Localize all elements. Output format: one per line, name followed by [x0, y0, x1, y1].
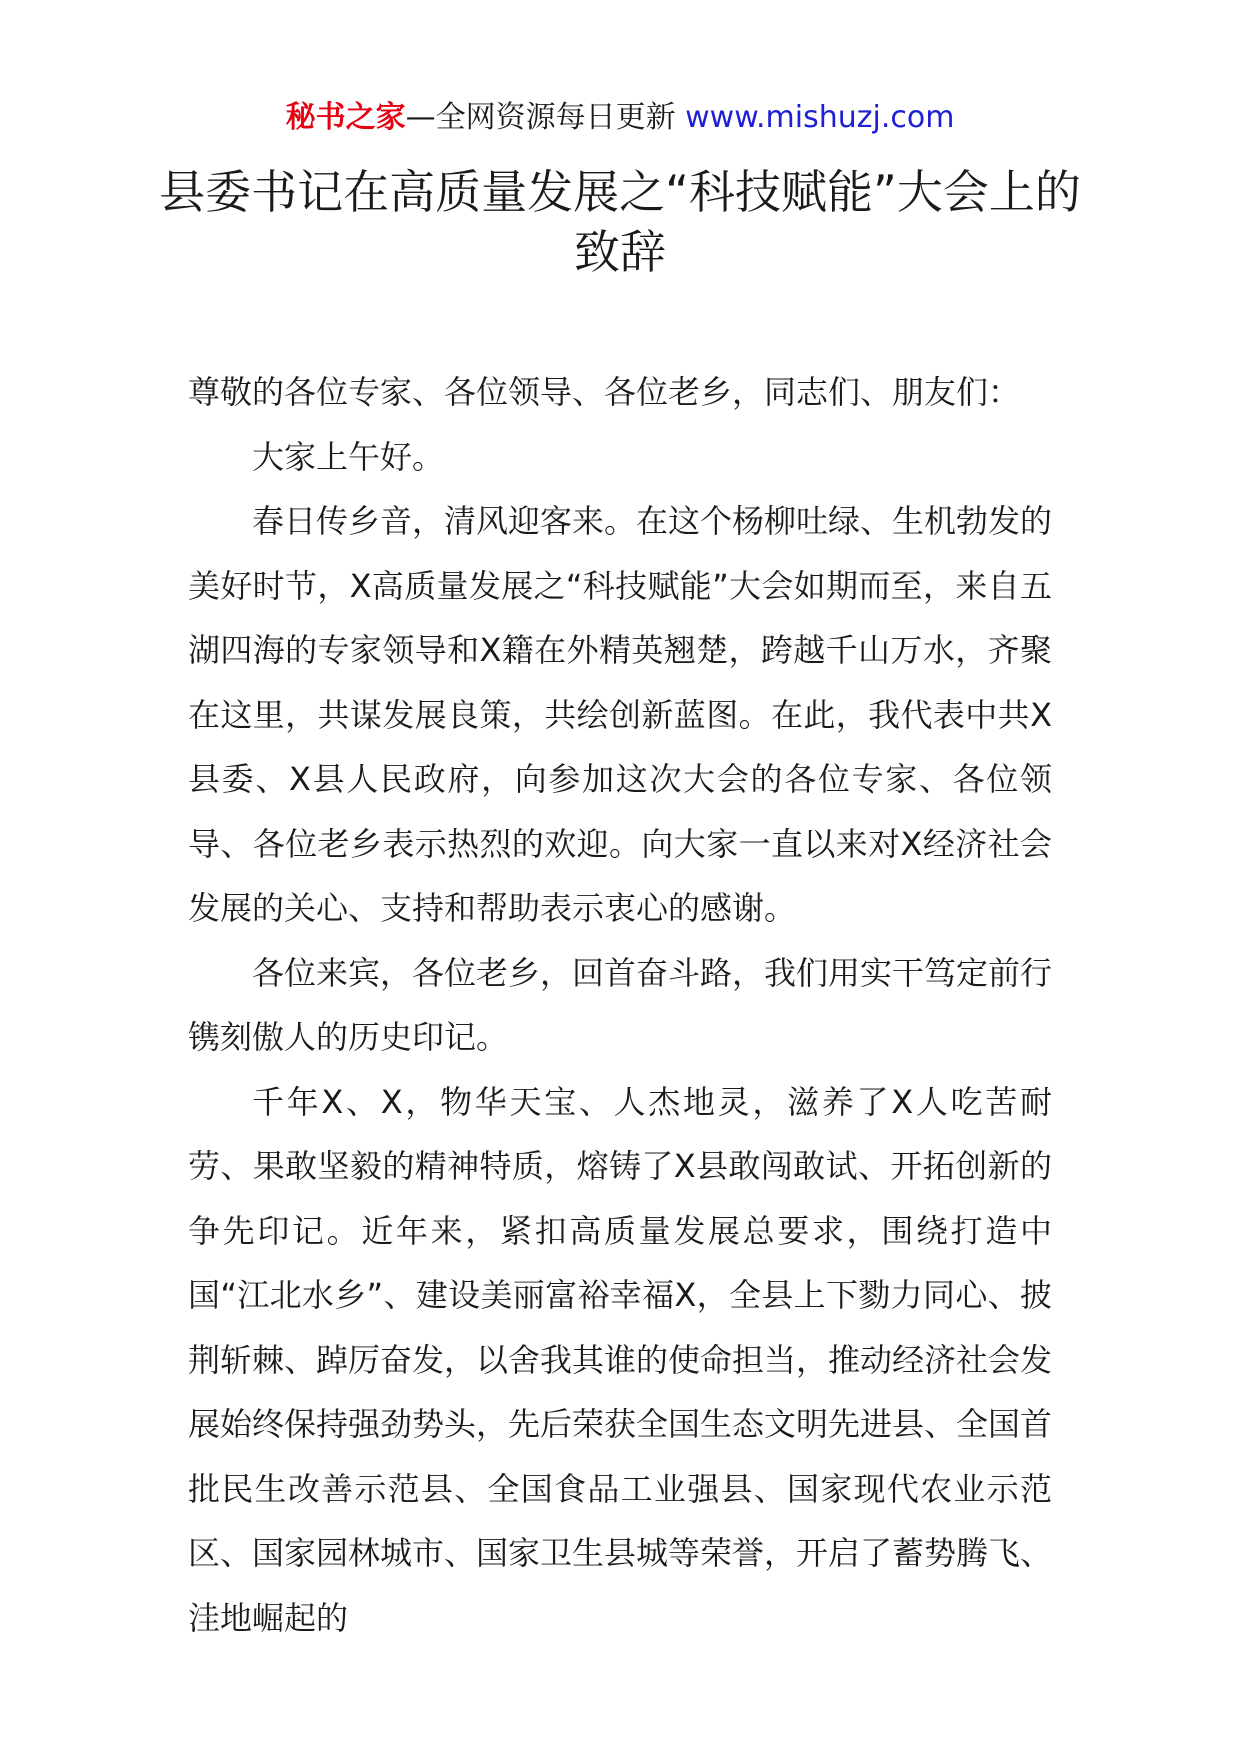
- paragraph: 春日传乡音，清风迎客来。在这个杨柳吐绿、生机勃发的美好时节，X高质量发展之“科技赋能”大会如期而至，来自五湖四海的专家领导和X籍在外精英翘楚，跨越千山万水，齐聚在这里，共谋发展良策，共绘创新蓝图。在此，我代表中共X县委、X县人民政府，向参加这次大会的各位专家、各位领导、各位老乡表示热烈的欢迎。向大家一直以来对X经济社会发展的关心、支持和帮助表示衷心的感谢。: [188, 502, 1053, 927]
- paragraph: 大家上午好。: [252, 437, 445, 476]
- paragraph: 各位来宾，各位老乡，回首奋斗路，我们用实干笃定前行镌刻傲人的历史印记。: [188, 953, 1053, 1056]
- paragraph: 千年X、X，物华天宝、人杰地灵，滋养了X人吃苦耐劳、果敢坚毅的精神特质，熔铸了X县敢闯敢试、开拓创新的争先印记。近年来，紧扣高质量发展总要求，围绕打造中国“江北水乡”、建设美丽富裕幸福X，全县上下勠力同心、披荆斩棘、踔厉奋发，以舍我其谁的使命担当，推动经济社会发展始终保持强劲势头，先后荣获全国生态文明先进县、全国首批民生改善示范县、全国食品工业强县、国家现代农业示范区、国家园林城市、国家卫生县城等荣誉，开启了蓄势腾飞、洼地崛起的: [188, 1082, 1053, 1637]
- document-title: 县委书记在高质量发展之“科技赋能”大会上的致辞: [159, 165, 1081, 279]
- document-body: [188, 360, 1052, 1650]
- brand-name: 秘书之家: [285, 100, 406, 135]
- site-header: [0, 98, 1240, 138]
- salutation: 尊敬的各位专家、各位领导、各位老乡，同志们、朋友们：: [188, 373, 1021, 411]
- header-url[interactable]: www.mishuzj.com: [685, 100, 955, 135]
- header-tagline: —全网资源每日更新: [405, 100, 686, 135]
